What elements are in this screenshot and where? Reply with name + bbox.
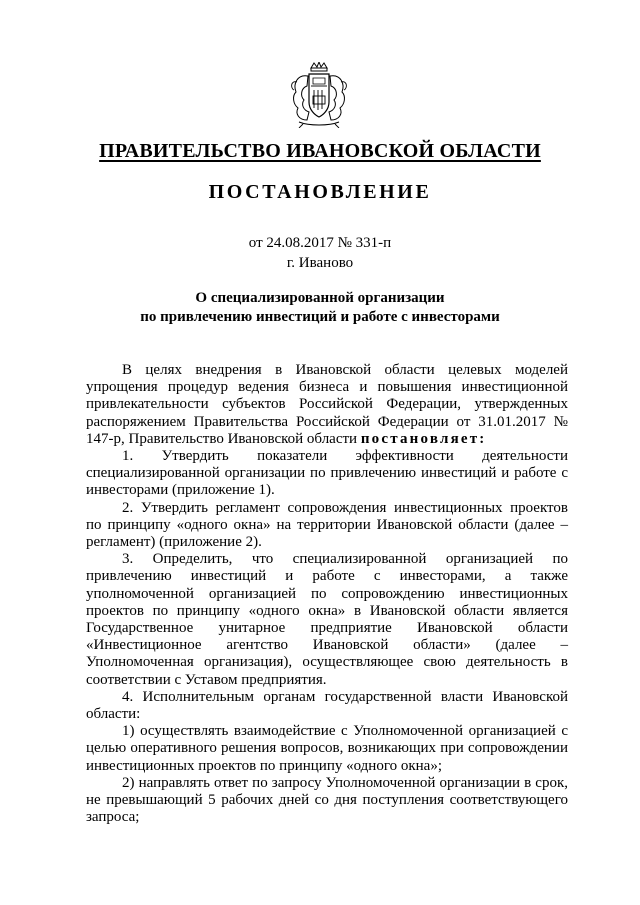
paragraph-item-4: 4. Исполнительным органам государственной власти Ивановской области: xyxy=(86,688,568,723)
document-city: г. Иваново xyxy=(286,255,354,271)
document-subject-line-2: по привлечению инвестиций и работе с инвесторами xyxy=(140,309,500,325)
resolves-word: постановляет: xyxy=(360,430,487,447)
paragraph-item-3: 3. Определить, что специализированной организацией по привлечению инвестиций и работе с инвесторами, а также уполномоченной организацией по сопровождению инвестиционных проектов по принципу «одного окна» в Ивановской области является Государственное унитарное предприятие Ивановской области «Инвестиционное агентство Ивановской области» (далее – Уполномоченная организация), осуществляющее свою деятельность в соответствии с Уставом предприятия. xyxy=(86,551,568,688)
document-subject-line-1: О специализированной организации xyxy=(195,290,445,306)
preamble-text: В целях внедрения в Ивановской области целевых моделей упрощения процедур ведения бизнеса и повышения инвестиционной привлекательности субъектов Российской Федерации, утвержденных распоряжением Правительства Российской Федерации от 31.01.2017 № 147-р, Правительство Ивановской области xyxy=(86,362,568,447)
paragraph-item-2: 2. Утвердить регламент сопровождения инвестиционных проектов по принципу «одного окна» на территории Ивановской области (далее – регламент) (приложение 2). xyxy=(86,499,568,551)
coat-of-arms-emblem xyxy=(289,62,349,128)
preamble-paragraph xyxy=(86,362,568,448)
document-type-title: ПОСТАНОВЛЕНИЕ xyxy=(208,181,432,203)
paragraph-item-4-1: 1) осуществлять взаимодействие с Уполномоченной организацией с целью оперативного решения вопросов, возникающих при сопровождении инвестиционных проектов по принципу «одного окна»; xyxy=(86,723,568,774)
paragraph-item-1: 1. Утвердить показатели эффективности деятельности специализированной организации по привлечению инвестиций и работе с инвесторами (приложение 1). xyxy=(86,448,568,499)
document-body xyxy=(86,362,568,826)
paragraph-item-4-2: 2) направлять ответ по запросу Уполномоченной организации в срок, не превышающий 5 рабочих дней со дня поступления соответствующего запроса; xyxy=(86,774,568,826)
document-date-number: от 24.08.2017 № 331-п xyxy=(248,235,392,251)
organization-title: ПРАВИТЕЛЬСТВО ИВАНОВСКОЙ ОБЛАСТИ xyxy=(99,140,541,162)
